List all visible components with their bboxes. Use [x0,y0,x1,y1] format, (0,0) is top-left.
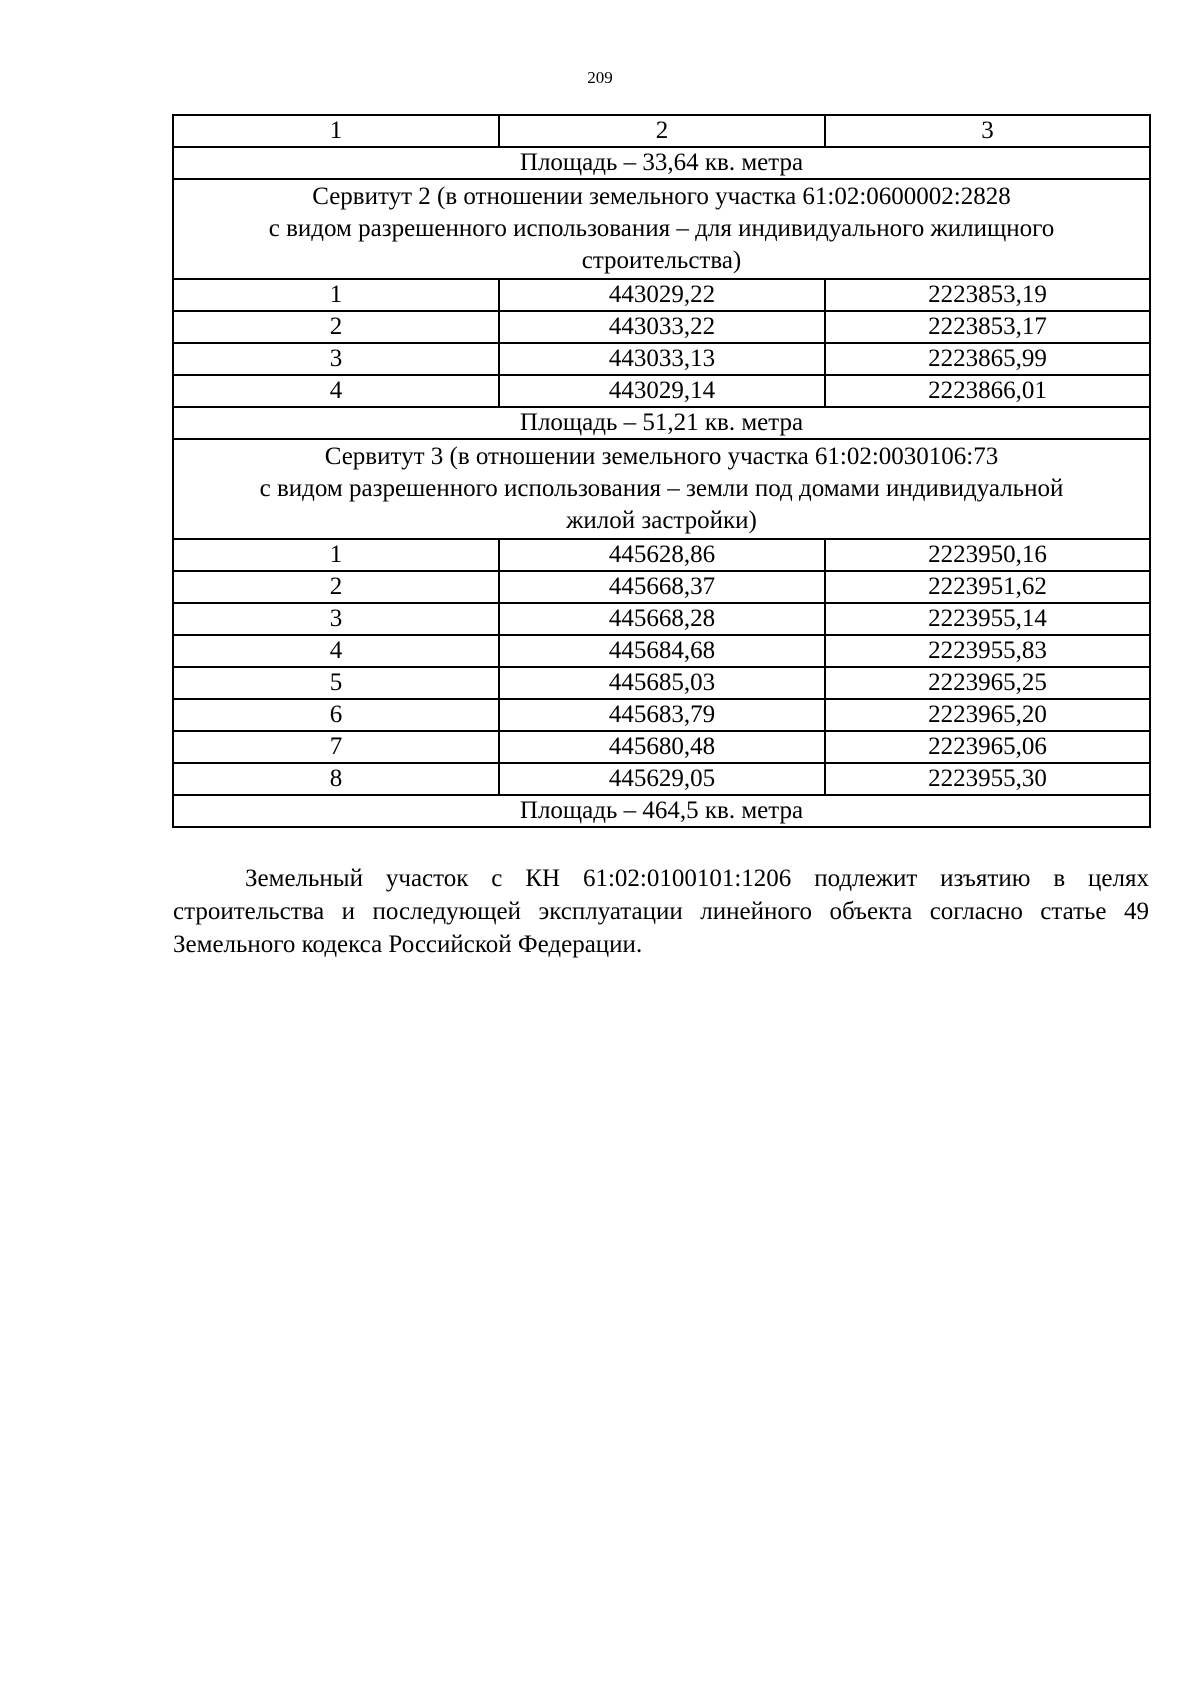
area-row [173,795,1150,827]
x-coordinate: 445680,48 [499,731,825,763]
y-coordinate: 2223955,83 [825,635,1150,667]
servitude-3-title-line: Сервитут 3 (в отношении земельного участка 61:02:0030106:73 [324,443,999,470]
servitude-3-title-row [173,439,1150,539]
header-cell: 1 [173,115,499,147]
servitude-3-title [173,439,1150,539]
servitude-2-title [173,179,1150,279]
coordinates-table [172,114,1151,828]
y-coordinate: 2223865,99 [825,343,1150,375]
page-number: 209 [587,68,613,87]
x-coordinate: 443029,22 [499,279,825,311]
point-number: 4 [173,375,499,407]
y-coordinate: 2223853,19 [825,279,1150,311]
x-coordinate: 443029,14 [499,375,825,407]
point-number: 6 [173,699,499,731]
y-coordinate: 2223965,25 [825,667,1150,699]
table-row [173,539,1150,571]
point-number: 1 [173,279,499,311]
body-paragraph: Земельный участок с КН 61:02:0100101:1206 подлежит изъятию в целях строительства и последующей эксплуатации линейного объекта согласно статье 49 Земельного кодекса Российской Федерации. [173,865,1149,958]
x-coordinate: 445668,28 [499,603,825,635]
y-coordinate: 2223853,17 [825,311,1150,343]
area-cell: Площадь – 464,5 кв. метра [173,795,1150,827]
table-row [173,731,1150,763]
y-coordinate: 2223955,30 [825,763,1150,795]
servitude-3-title-line: жилой застройки) [566,507,757,534]
area-row [173,407,1150,439]
table-row [173,635,1150,667]
table-row [173,571,1150,603]
x-coordinate: 445684,68 [499,635,825,667]
servitude-2-title-line: с видом разрешенного использования – для индивидуального жилищного [268,215,1055,242]
point-number: 4 [173,635,499,667]
point-number: 1 [173,539,499,571]
area-cell: Площадь – 51,21 кв. метра [173,407,1150,439]
table-row [173,699,1150,731]
table-row [173,375,1150,407]
y-coordinate: 2223955,14 [825,603,1150,635]
table-row [173,343,1150,375]
point-number: 2 [173,571,499,603]
x-coordinate: 445628,86 [499,539,825,571]
point-number: 2 [173,311,499,343]
header-cell: 2 [499,115,825,147]
table-row [173,763,1150,795]
y-coordinate: 2223965,20 [825,699,1150,731]
x-coordinate: 445685,03 [499,667,825,699]
area-cell: Площадь – 33,64 кв. метра [173,147,1150,179]
point-number: 8 [173,763,499,795]
y-coordinate: 2223951,62 [825,571,1150,603]
x-coordinate: 445668,37 [499,571,825,603]
servitude-3-title-line: с видом разрешенного использования – земли под домами индивидуальной [259,475,1064,502]
point-number: 7 [173,731,499,763]
point-number: 3 [173,343,499,375]
x-coordinate: 445629,05 [499,763,825,795]
area-row [173,147,1150,179]
header-cell: 3 [825,115,1150,147]
x-coordinate: 443033,22 [499,311,825,343]
x-coordinate: 443033,13 [499,343,825,375]
point-number: 3 [173,603,499,635]
servitude-2-title-line: строительства) [581,247,742,274]
table-row [173,279,1150,311]
servitude-2-title-row [173,179,1150,279]
y-coordinate: 2223950,16 [825,539,1150,571]
servitude-2-title-line: Сервитут 2 (в отношении земельного участка 61:02:0600002:2828 [312,183,1011,210]
table-row [173,311,1150,343]
y-coordinate: 2223866,01 [825,375,1150,407]
table-row [173,667,1150,699]
x-coordinate: 445683,79 [499,699,825,731]
table-row [173,603,1150,635]
table-header-row [173,115,1150,147]
y-coordinate: 2223965,06 [825,731,1150,763]
point-number: 5 [173,667,499,699]
